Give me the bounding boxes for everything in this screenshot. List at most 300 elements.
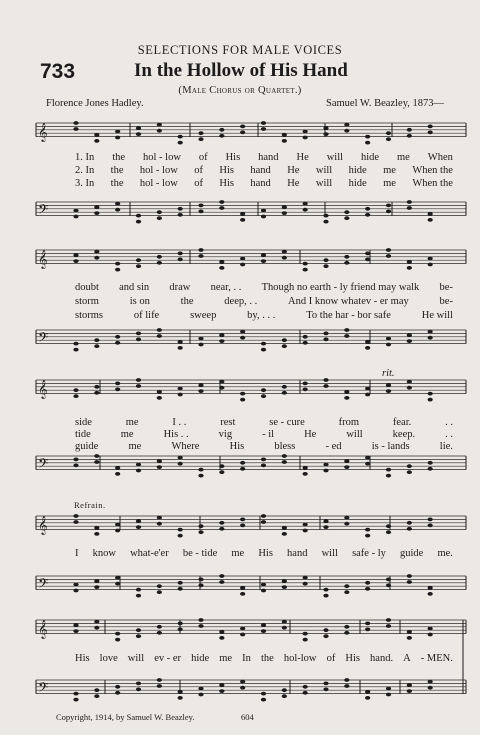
notehead bbox=[198, 137, 203, 141]
lyric-syllable: hide bbox=[348, 178, 367, 189]
notehead bbox=[428, 212, 433, 216]
lyric-line bbox=[75, 429, 453, 440]
lyric-syllable: His bbox=[345, 653, 360, 664]
notehead bbox=[386, 524, 391, 528]
notehead bbox=[94, 338, 99, 342]
notehead bbox=[323, 469, 328, 473]
notehead bbox=[240, 131, 245, 135]
notehead bbox=[240, 336, 245, 340]
notehead bbox=[282, 205, 287, 209]
lyric-syllable: of life bbox=[133, 310, 160, 321]
notehead bbox=[428, 336, 433, 340]
notehead bbox=[386, 210, 391, 214]
lyric-syllable: hand. bbox=[370, 653, 394, 664]
notehead bbox=[240, 586, 245, 590]
notehead bbox=[282, 344, 287, 348]
lyric-syllable: His bbox=[219, 178, 234, 189]
notehead bbox=[344, 465, 349, 469]
notehead bbox=[240, 398, 245, 402]
notehead bbox=[157, 328, 162, 332]
bass-clef: 𝄢 bbox=[38, 455, 49, 475]
notehead bbox=[240, 125, 245, 129]
lyric-syllable: me. bbox=[437, 548, 453, 559]
notehead bbox=[428, 263, 433, 267]
notehead bbox=[219, 128, 224, 132]
notehead bbox=[219, 527, 224, 531]
notehead bbox=[344, 210, 349, 214]
notehead bbox=[115, 202, 120, 206]
notehead bbox=[73, 458, 78, 462]
lyric-syllable: the bbox=[112, 152, 126, 163]
lyric-syllable: When bbox=[427, 152, 453, 163]
notehead bbox=[219, 580, 224, 584]
notehead bbox=[261, 514, 266, 518]
notehead bbox=[198, 624, 203, 628]
lyric-syllable: I bbox=[75, 548, 79, 559]
notehead bbox=[94, 385, 99, 389]
notehead bbox=[157, 390, 162, 394]
notehead bbox=[282, 391, 287, 395]
notehead bbox=[303, 582, 308, 586]
notehead bbox=[219, 260, 224, 264]
notehead bbox=[178, 346, 183, 350]
notehead bbox=[407, 386, 412, 390]
notehead bbox=[240, 627, 245, 631]
notehead bbox=[282, 620, 287, 624]
notehead bbox=[94, 139, 99, 143]
notehead bbox=[198, 468, 203, 472]
treble-clef: 𝄞 bbox=[38, 515, 48, 535]
notehead bbox=[386, 204, 391, 208]
lyric-syllable: His bbox=[229, 441, 245, 452]
notehead bbox=[323, 132, 328, 136]
notehead bbox=[303, 685, 308, 689]
notehead bbox=[178, 340, 183, 344]
notehead bbox=[178, 207, 183, 211]
notehead bbox=[73, 514, 78, 518]
notehead bbox=[115, 268, 120, 272]
notehead bbox=[219, 689, 224, 693]
notehead bbox=[386, 254, 391, 258]
notehead bbox=[94, 688, 99, 692]
notehead bbox=[219, 206, 224, 210]
notehead bbox=[261, 520, 266, 524]
lyric-syllable: the bbox=[180, 296, 194, 307]
notehead bbox=[157, 216, 162, 220]
notehead bbox=[303, 202, 308, 206]
notehead bbox=[73, 209, 78, 213]
notehead bbox=[365, 252, 370, 256]
notehead bbox=[178, 141, 183, 145]
notehead bbox=[136, 588, 141, 592]
notehead bbox=[386, 687, 391, 691]
lyric-syllable: of bbox=[194, 178, 203, 189]
lyric-syllable: hand bbox=[250, 178, 271, 189]
notehead bbox=[303, 632, 308, 636]
lyric-syllable: Where bbox=[171, 441, 200, 452]
lyric-syllable: guide bbox=[400, 548, 424, 559]
notehead bbox=[365, 696, 370, 700]
notehead bbox=[219, 636, 224, 640]
notehead bbox=[386, 618, 391, 622]
lyric-syllable: love bbox=[99, 653, 118, 664]
lyric-line bbox=[75, 165, 453, 176]
lyric-syllable: hand bbox=[250, 165, 271, 176]
lyric-syllable: hide bbox=[360, 152, 380, 163]
notehead bbox=[240, 257, 245, 261]
lyric-syllable: tide bbox=[75, 429, 91, 440]
notehead bbox=[407, 134, 412, 138]
lyric-line bbox=[75, 417, 453, 428]
notehead bbox=[323, 628, 328, 632]
notehead bbox=[94, 526, 99, 530]
notehead bbox=[407, 206, 412, 210]
notehead bbox=[344, 678, 349, 682]
lyric-syllable: When the bbox=[412, 178, 453, 189]
notehead bbox=[178, 252, 183, 256]
notehead bbox=[219, 134, 224, 138]
lyric-syllable: se - cure bbox=[269, 417, 305, 428]
notehead bbox=[157, 625, 162, 629]
notehead bbox=[178, 213, 183, 217]
lyric-syllable: safe - ly bbox=[352, 548, 386, 559]
notehead bbox=[261, 629, 266, 633]
notehead bbox=[157, 522, 162, 526]
notehead bbox=[365, 528, 370, 532]
lyric-syllable: To the har - bor safe bbox=[306, 310, 391, 321]
notehead bbox=[365, 213, 370, 217]
notehead bbox=[157, 123, 162, 127]
notehead bbox=[219, 521, 224, 525]
notehead bbox=[240, 330, 245, 334]
notehead bbox=[157, 459, 162, 463]
lyric-syllable: will bbox=[315, 165, 333, 176]
lyric-syllable: His bbox=[225, 152, 241, 163]
notehead bbox=[198, 210, 203, 214]
notehead bbox=[344, 459, 349, 463]
notehead bbox=[365, 207, 370, 211]
notehead bbox=[303, 382, 308, 386]
lyric-syllable: His bbox=[258, 548, 273, 559]
notehead bbox=[303, 529, 308, 533]
notehead bbox=[303, 388, 308, 392]
notehead bbox=[94, 256, 99, 260]
lyric-syllable: - MEN. bbox=[420, 653, 453, 664]
notehead bbox=[407, 636, 412, 640]
notehead bbox=[219, 266, 224, 270]
notehead bbox=[240, 524, 245, 528]
notehead bbox=[157, 631, 162, 635]
rit-mark: rit. bbox=[382, 368, 395, 379]
lyric-syllable: A bbox=[403, 653, 411, 664]
lyric-syllable: will bbox=[346, 429, 363, 440]
notehead bbox=[386, 248, 391, 252]
notehead bbox=[240, 467, 245, 471]
notehead bbox=[407, 689, 412, 693]
notehead bbox=[94, 133, 99, 137]
notehead bbox=[407, 260, 412, 264]
notehead bbox=[240, 392, 245, 396]
notehead bbox=[428, 330, 433, 334]
notehead bbox=[282, 250, 287, 254]
notehead bbox=[428, 680, 433, 684]
notehead bbox=[136, 338, 141, 342]
notehead bbox=[136, 332, 141, 336]
lyric-syllable: of bbox=[194, 165, 203, 176]
lyric-syllable: storms bbox=[75, 310, 104, 321]
lyric-syllable: When the bbox=[412, 165, 453, 176]
notehead bbox=[303, 638, 308, 642]
notehead bbox=[428, 518, 433, 522]
hymn-title: In the Hollow of His Hand bbox=[134, 60, 348, 81]
notehead bbox=[261, 458, 266, 462]
notehead bbox=[219, 470, 224, 474]
notehead bbox=[323, 378, 328, 382]
lyric-syllable: guide bbox=[75, 441, 99, 452]
notehead bbox=[323, 264, 328, 268]
notehead bbox=[178, 258, 183, 262]
lyric-syllable: will bbox=[315, 178, 333, 189]
treble-clef: 𝄞 bbox=[38, 122, 48, 142]
notehead bbox=[157, 255, 162, 259]
notehead bbox=[94, 694, 99, 698]
notehead bbox=[115, 685, 120, 689]
lyric-syllable: near, . . bbox=[210, 282, 242, 293]
notehead bbox=[73, 692, 78, 696]
notehead bbox=[282, 139, 287, 143]
notehead bbox=[261, 342, 266, 346]
notehead bbox=[386, 578, 391, 582]
notehead bbox=[73, 348, 78, 352]
lyric-syllable: sweep bbox=[190, 310, 217, 321]
notehead bbox=[344, 123, 349, 127]
notehead bbox=[303, 208, 308, 212]
notehead bbox=[386, 337, 391, 341]
notehead bbox=[94, 391, 99, 395]
notehead bbox=[407, 464, 412, 468]
notehead bbox=[178, 628, 183, 632]
lyric-syllable: He bbox=[296, 152, 309, 163]
notehead bbox=[261, 121, 266, 125]
lyric-syllable: In bbox=[242, 653, 251, 664]
notehead bbox=[240, 518, 245, 522]
notehead bbox=[365, 587, 370, 591]
lyric-syllable: He bbox=[304, 429, 317, 440]
lyric-syllable: keep. bbox=[392, 429, 416, 440]
notehead bbox=[94, 626, 99, 630]
notehead bbox=[323, 688, 328, 692]
notehead bbox=[136, 384, 141, 388]
lyric-syllable: 2. In bbox=[75, 165, 95, 176]
notehead bbox=[94, 620, 99, 624]
notehead bbox=[219, 200, 224, 204]
notehead bbox=[240, 263, 245, 267]
lyric-syllable: hand bbox=[258, 152, 279, 163]
notehead bbox=[323, 214, 328, 218]
notehead bbox=[115, 341, 120, 345]
notehead bbox=[219, 380, 224, 384]
notehead bbox=[386, 624, 391, 628]
notehead bbox=[136, 264, 141, 268]
notehead bbox=[94, 532, 99, 536]
notehead bbox=[428, 686, 433, 690]
notehead bbox=[178, 387, 183, 391]
notehead bbox=[344, 255, 349, 259]
notehead bbox=[115, 472, 120, 476]
lyric-line bbox=[75, 178, 453, 189]
notehead bbox=[428, 125, 433, 129]
notehead bbox=[282, 256, 287, 260]
lyric-line bbox=[75, 296, 453, 307]
notehead bbox=[115, 632, 120, 636]
notehead bbox=[198, 618, 203, 622]
notehead bbox=[303, 576, 308, 580]
notehead bbox=[261, 698, 266, 702]
lyric-syllable: . . bbox=[445, 429, 453, 440]
notehead bbox=[73, 127, 78, 131]
notehead bbox=[115, 388, 120, 392]
notehead bbox=[178, 696, 183, 700]
bass-clef: 𝄢 bbox=[38, 575, 49, 595]
notehead bbox=[386, 131, 391, 135]
notehead bbox=[73, 583, 78, 587]
notehead bbox=[136, 126, 141, 130]
lyric-syllable: His . . bbox=[163, 429, 189, 440]
notehead bbox=[136, 132, 141, 136]
notehead bbox=[198, 693, 203, 697]
notehead bbox=[115, 576, 120, 580]
notehead bbox=[386, 474, 391, 478]
treble-clef: 𝄞 bbox=[38, 619, 48, 639]
notehead bbox=[115, 582, 120, 586]
notehead bbox=[282, 688, 287, 692]
notehead bbox=[240, 633, 245, 637]
notehead bbox=[428, 586, 433, 590]
notehead bbox=[365, 462, 370, 466]
notehead bbox=[407, 580, 412, 584]
notehead bbox=[198, 383, 203, 387]
lyric-line bbox=[75, 653, 453, 664]
notehead bbox=[73, 215, 78, 219]
lyric-syllable: He bbox=[287, 178, 300, 189]
notehead bbox=[178, 528, 183, 532]
notehead bbox=[365, 258, 370, 262]
notehead bbox=[428, 398, 433, 402]
notehead bbox=[115, 262, 120, 266]
notehead bbox=[261, 209, 266, 213]
lyric-syllable: lie. bbox=[439, 441, 453, 452]
lyric-syllable: doubt bbox=[75, 282, 99, 293]
lyric-syllable: He bbox=[287, 165, 300, 176]
notehead bbox=[407, 574, 412, 578]
notehead bbox=[323, 258, 328, 262]
notehead bbox=[178, 462, 183, 466]
notehead bbox=[323, 594, 328, 598]
lyric-syllable: fear. bbox=[392, 417, 412, 428]
lyric-syllable: me bbox=[219, 653, 233, 664]
notehead bbox=[344, 625, 349, 629]
lyric-syllable: Though no earth - ly friend may walk bbox=[261, 282, 420, 293]
notehead bbox=[303, 691, 308, 695]
notehead bbox=[303, 268, 308, 272]
lyric-syllable: . . bbox=[445, 417, 453, 428]
notehead bbox=[136, 634, 141, 638]
notehead bbox=[73, 464, 78, 468]
lyric-syllable: side bbox=[75, 417, 92, 428]
notehead bbox=[261, 388, 266, 392]
lyric-syllable: will bbox=[326, 152, 344, 163]
notehead bbox=[157, 584, 162, 588]
composer-credit: Samuel W. Beazley, 1873— bbox=[326, 98, 445, 109]
notehead bbox=[115, 529, 120, 533]
notehead bbox=[344, 261, 349, 265]
notehead bbox=[73, 121, 78, 125]
lyric-syllable: deep, . . bbox=[224, 296, 258, 307]
notehead bbox=[323, 220, 328, 224]
notehead bbox=[261, 215, 266, 219]
notehead bbox=[344, 129, 349, 133]
notehead bbox=[198, 254, 203, 258]
notehead bbox=[303, 523, 308, 527]
notehead bbox=[261, 583, 266, 587]
notehead bbox=[303, 335, 308, 339]
notehead bbox=[323, 588, 328, 592]
notehead bbox=[115, 638, 120, 642]
notehead bbox=[157, 210, 162, 214]
notehead bbox=[115, 691, 120, 695]
notehead bbox=[282, 133, 287, 137]
notehead bbox=[198, 530, 203, 534]
notehead bbox=[178, 622, 183, 626]
notehead bbox=[261, 127, 266, 131]
notehead bbox=[198, 578, 203, 582]
notehead bbox=[198, 337, 203, 341]
notehead bbox=[261, 348, 266, 352]
lyric-syllable: I . . bbox=[172, 417, 187, 428]
notehead bbox=[240, 592, 245, 596]
notehead bbox=[94, 585, 99, 589]
notehead bbox=[261, 464, 266, 468]
page-number: 604 bbox=[241, 712, 254, 722]
notehead bbox=[407, 527, 412, 531]
notehead bbox=[282, 460, 287, 464]
notehead bbox=[261, 623, 266, 627]
notehead bbox=[136, 214, 141, 218]
notehead bbox=[344, 684, 349, 688]
lyric-syllable: me bbox=[120, 429, 134, 440]
notehead bbox=[219, 339, 224, 343]
notehead bbox=[115, 466, 120, 470]
notehead bbox=[219, 683, 224, 687]
notehead bbox=[344, 631, 349, 635]
notehead bbox=[428, 461, 433, 465]
notehead bbox=[219, 574, 224, 578]
lyric-syllable: be- bbox=[439, 296, 453, 307]
notehead bbox=[136, 628, 141, 632]
notehead bbox=[428, 392, 433, 396]
notehead bbox=[407, 521, 412, 525]
notehead bbox=[198, 389, 203, 393]
notehead bbox=[282, 211, 287, 215]
notehead bbox=[198, 248, 203, 252]
notehead bbox=[136, 378, 141, 382]
notehead bbox=[344, 516, 349, 520]
notehead bbox=[323, 338, 328, 342]
notehead bbox=[198, 131, 203, 135]
notehead bbox=[407, 333, 412, 337]
lyricist-credit: Florence Jones Hadley. bbox=[46, 98, 144, 109]
notehead bbox=[428, 257, 433, 261]
